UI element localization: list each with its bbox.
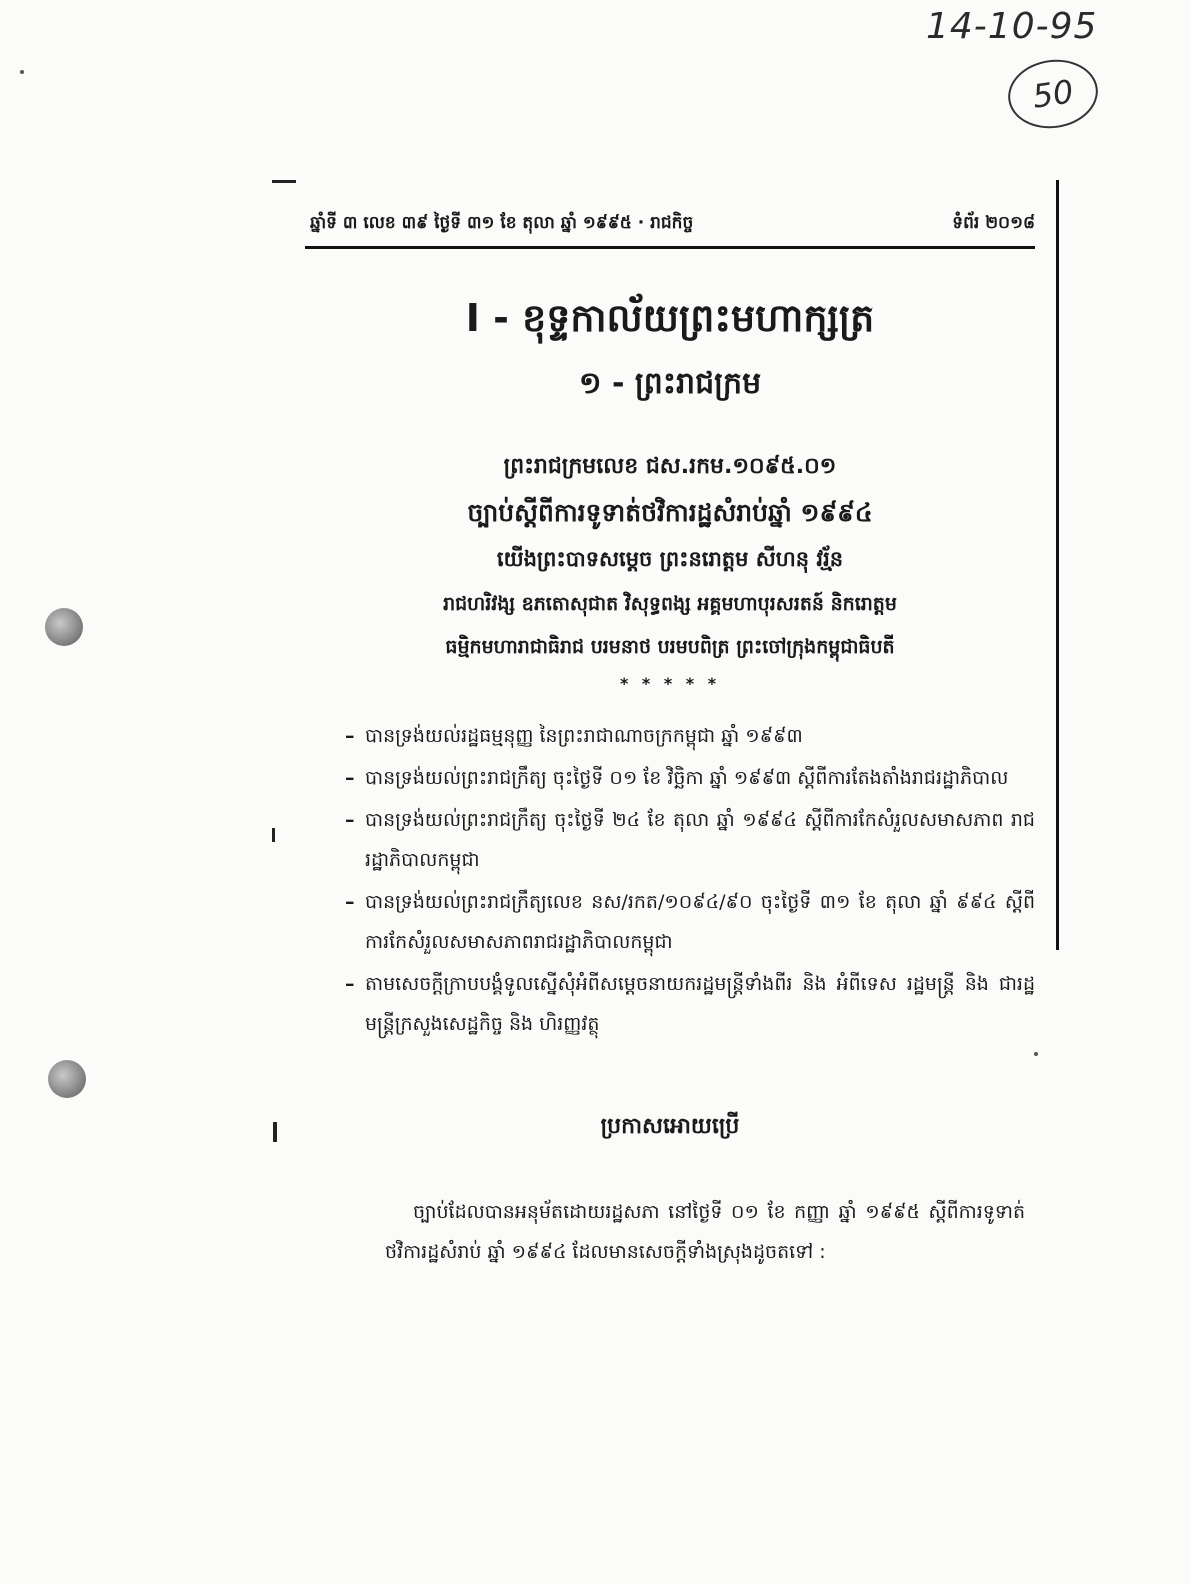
punch-hole	[48, 1060, 86, 1098]
dash-icon: –	[345, 809, 355, 831]
separator-stars: * * * * *	[619, 674, 721, 693]
preamble-item	[345, 964, 1035, 1044]
preamble-text: បានទ្រង់យល់រដ្ឋធម្មនុញ្ញ នៃព្រះរាជាណាចក្រកម្ពុជា ឆ្នាំ ១៩៩៣	[365, 725, 803, 747]
preamble-text: តាមសេចក្តីក្រាបបង្គំទូលស្នើសុំអំពីសម្តេចនាយករដ្ឋមន្ត្រីទាំងពីរ និង អំពីទេស រដ្ឋមន្ត្រី និង ជារដ្ឋមន្ត្រីក្រសួងសេដ្ឋកិច្ច និង ហិរញ្ញវត្ថុ	[365, 973, 1035, 1035]
preamble-item	[345, 758, 1035, 798]
scan-mark	[273, 1122, 277, 1142]
section-title: I - ខុទ្ទកាល័យព្រះមហាក្សត្រ	[465, 296, 875, 340]
royal-titles-line: រាជហរិវង្ស ឧភតោសុជាត វិសុទ្ធពង្ស អគ្គមហាបុរសរតន៍ និករោត្តម	[443, 593, 897, 615]
preamble-text: បានទ្រង់យល់ព្រះរាជក្រឹត្យ ចុះថ្ងៃទី ២៤ ខែ តុលា ឆ្នាំ ១៩៩៤ ស្តីពីការកែសំរួលសមាសភាព រាជរដ្ឋាភិបាលកម្ពុជា	[365, 809, 1035, 871]
preamble-text: បានទ្រង់យល់ព្រះរាជក្រឹត្យ ចុះថ្ងៃទី ០១ ខែ វិច្ឆិកា ឆ្នាំ ១៩៩៣ ស្តីពីការតែងតាំងរាជរដ្ឋាភិបាល	[365, 767, 1009, 789]
header-issue-info: ឆ្នាំទី ៣ លេខ ៣៩ ថ្ងៃទី ៣១ ខែ តុលា ឆ្នាំ ១៩៩៥ · រាជកិច្ច	[310, 213, 694, 233]
handwritten-page-number	[1004, 54, 1103, 134]
dash-icon: –	[345, 973, 355, 995]
dash-icon: –	[345, 891, 355, 913]
preamble-item	[345, 716, 1035, 756]
scan-mark	[272, 828, 275, 842]
royal-titles-line: ធម្មិកមហារាជាធិរាជ បរមនាថ បរមបពិត្រ ព្រះចៅក្រុងកម្ពុជាធិបតី	[445, 636, 895, 658]
section-subtitle: ១ - ព្រះរាជក្រម	[578, 366, 762, 401]
binding-line	[1056, 180, 1059, 950]
header-page-number: ទំព័រ ២០១៨	[952, 213, 1035, 233]
dash-icon: –	[345, 767, 355, 789]
decree-number: ព្រះរាជក្រមលេខ ជស.រកម.១០៩៥.០១	[503, 454, 837, 479]
scan-speck	[20, 70, 24, 74]
header-rule	[305, 246, 1035, 249]
preamble-text: បានទ្រង់យល់ព្រះរាជក្រឹត្យលេខ នស/រកត/១០៩៤/៩០ ចុះថ្ងៃទី ៣១ ខែ តុលា ឆ្នាំ ៩៩៤ ស្តីពីការកែសំរួលសមាសភាពរាជរដ្ឋាភិបាលកម្ពុជា	[365, 891, 1035, 953]
gazette-header	[310, 212, 1035, 242]
handwritten-date: 14-10-95	[926, 6, 1098, 47]
promulgation-heading: ប្រកាសអោយប្រើ	[600, 1114, 740, 1139]
handwritten-number-text: 50	[1030, 72, 1076, 116]
law-title: ច្បាប់ស្តីពីការទូទាត់ថវិការដ្ឋសំរាប់ឆ្នាំ ១៩៩៤	[467, 498, 873, 527]
scan-speck	[1034, 1052, 1038, 1056]
body-paragraph: ច្បាប់ដែលបានអនុម័តដោយរដ្ឋសភា នៅថ្ងៃទី ០១ ខែ កញ្ញា ឆ្នាំ ១៩៩៥ ស្តីពីការទូទាត់ ថវិការដ្ឋសំរាប់ ឆ្នាំ ១៩៩៤ ដែលមានសេចក្តីទាំងស្រុងដូចតទៅ :	[385, 1201, 1025, 1263]
scan-mark	[272, 180, 296, 183]
king-line: យើងព្រះបាទសម្តេច ព្រះនរោត្តម សីហនុ វរ្ម័ន	[496, 547, 844, 571]
preamble-list	[345, 716, 1035, 1046]
dash-icon: –	[345, 725, 355, 747]
preamble-item	[345, 882, 1035, 962]
punch-hole	[45, 608, 83, 646]
preamble-item	[345, 800, 1035, 880]
